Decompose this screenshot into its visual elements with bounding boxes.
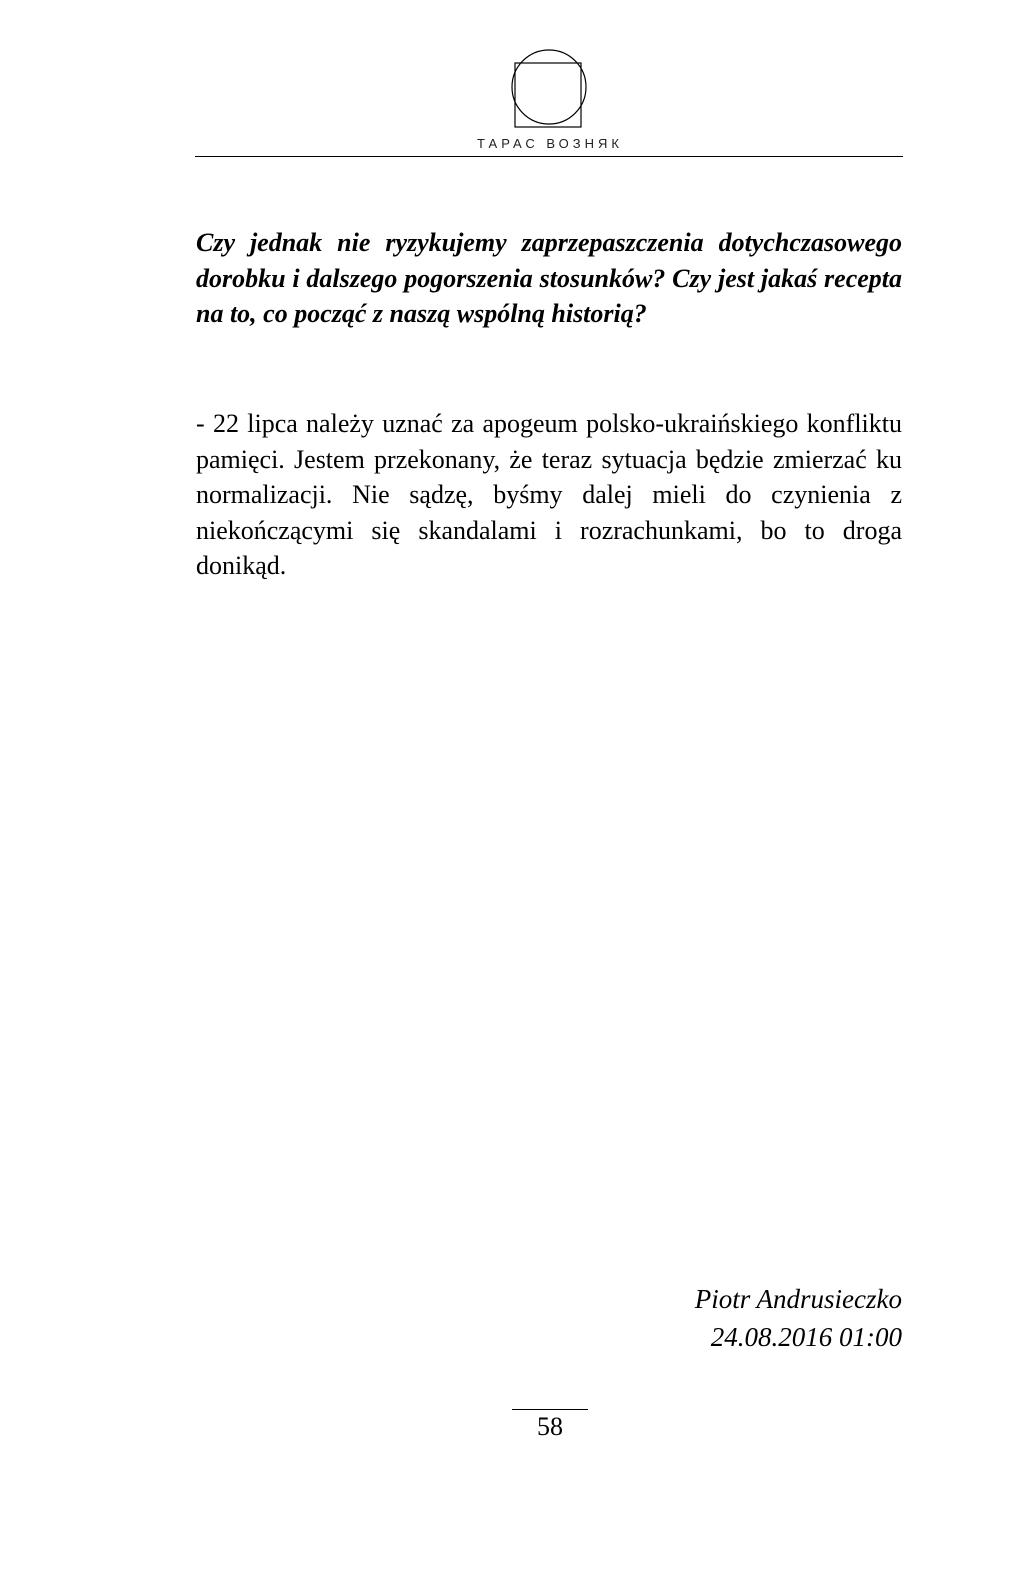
interview-answer: - 22 lipca należy uznać za apogeum polsko-ukraińskiego konfliktu pamięci. Jestem przekonany, że teraz sytuacja będzie zmierzać ku normalizacji. Nie sądzę, byśmy dalej mieli do czynienia z niekończącymi się skandalami i rozrachunkami, bo to droga donikąd.	[196, 409, 902, 580]
publication-datetime: 24.08.2016 01:00	[710, 1322, 902, 1352]
header-rule	[195, 156, 903, 157]
circle-square-emblem-icon	[509, 47, 589, 129]
signature-block	[695, 1280, 902, 1356]
page-number: 58	[512, 1409, 588, 1442]
author-name: Piotr Andrusieczko	[694, 1284, 902, 1314]
interview-question: Czy jednak nie ryzykujemy zaprzepaszczenia dotychczasowego dorobku i dalszego pogorszenia stosunków? Czy jest jakaś recepta na to, co począć z naszą wspólną historią?	[196, 228, 902, 328]
running-head: ТАРАС ВОЗНЯК	[477, 136, 623, 151]
